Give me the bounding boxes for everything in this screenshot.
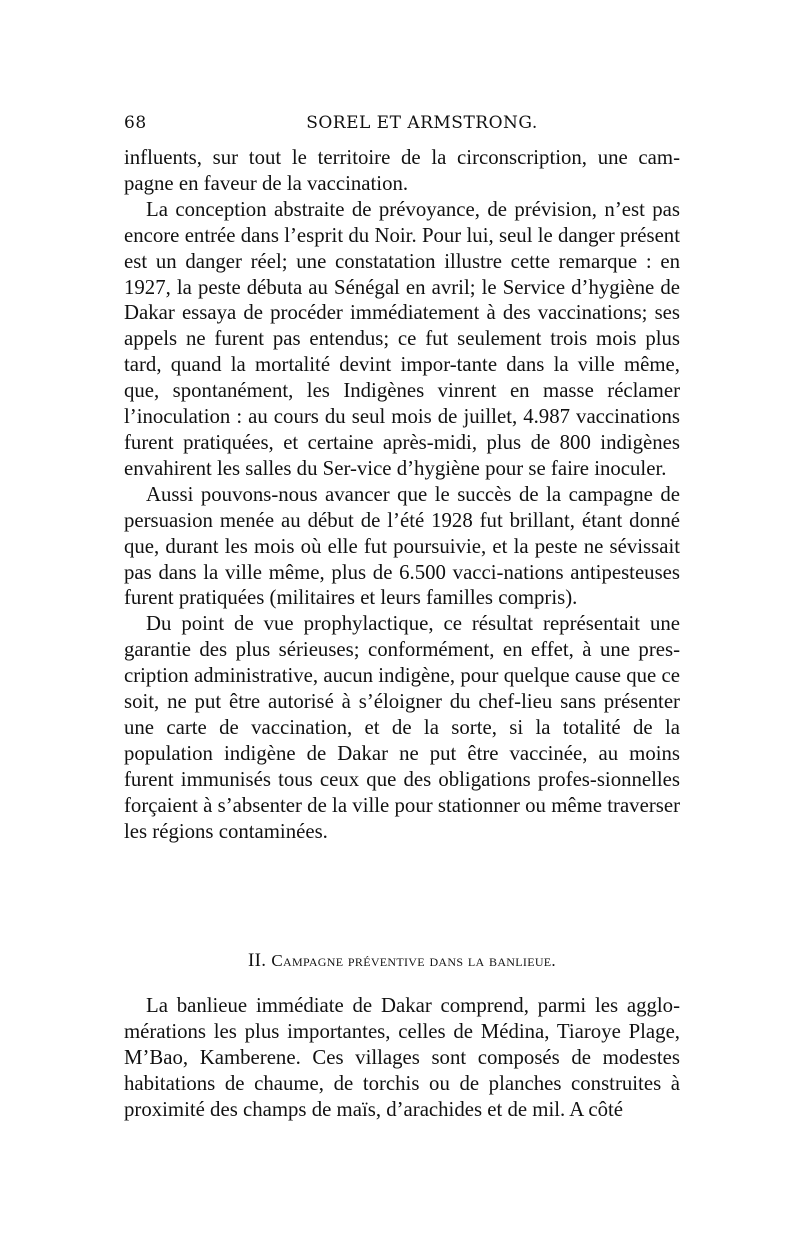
section-heading: [124, 950, 680, 972]
paragraph: Aussi pouvons-nous avancer que le succès de la campagne de persuasion menée au début de l’été 1928 fut brillant, étant donné que, durant les mois où elle fut poursuivie, et la peste ne sévissait pas dans la ville même, plus de 6.500 vacci-nations antipesteuses furent pratiquées (militaires et leurs familles compris).: [124, 482, 680, 610]
running-title: SOREL ET ARMSTRONG.: [306, 113, 538, 133]
section-title: Campagne préventive dans la banlieue.: [271, 951, 556, 970]
paragraph: La conception abstraite de prévoyance, de prévision, n’est pas encore entrée dans l’esprit du Noir. Pour lui, seul le danger présent est un danger réel; une constatation illustre cette remarque : en 1927, la peste débuta au Sénégal en avril; le Service d’hygiène de Dakar essaya de procéder immédiatement à des vaccinations; ses appels ne furent pas entendus; ce fut seulement trois mois plus tard, quand la mortalité devint impor-tante dans la ville même, que, spontanément, les Indigènes vinrent en masse réclamer l’inoculation : au cours du seul mois de juillet, 4.987 vaccinations furent pratiquées, et certaine après-midi, plus de 800 indigènes envahirent les salles du Ser-vice d’hygiène pour se faire inoculer.: [124, 197, 680, 480]
page-header: [124, 113, 680, 139]
section-number: II.: [248, 950, 267, 971]
paragraph: Du point de vue prophylactique, ce résultat représentait une garantie des plus sérieuses; conformément, en effet, à une pres-cription administrative, aucun indigène, pour quelque cause que ce soit, ne put être autorisé à s’éloigner du chef-lieu sans présenter une carte de vaccination, et de la sorte, si la totalité de la population indigène de Dakar ne put être vaccinée, au moins furent immunisés tous ceux que des obligations profes-sionnelles forçaient à s’absenter de la ville pour stationner ou même traverser les régions contaminées.: [124, 612, 680, 843]
paragraph: La banlieue immédiate de Dakar comprend, parmi les agglo-mérations les plus importantes, celles de Médina, Tiaroye Plage, M’Bao, Kamberene. Ces villages sont composés de modestes habitations de chaume, de torchis ou de planches construites à proximité des champs de maïs, d’arachides et de mil. A côté: [124, 994, 680, 1121]
main-text: [124, 145, 680, 844]
page-number: 68: [124, 113, 147, 133]
paragraph: influents, sur tout le territoire de la circonscription, une cam-pagne en faveur de la vaccination.: [124, 146, 680, 195]
section-text: [124, 993, 680, 1123]
